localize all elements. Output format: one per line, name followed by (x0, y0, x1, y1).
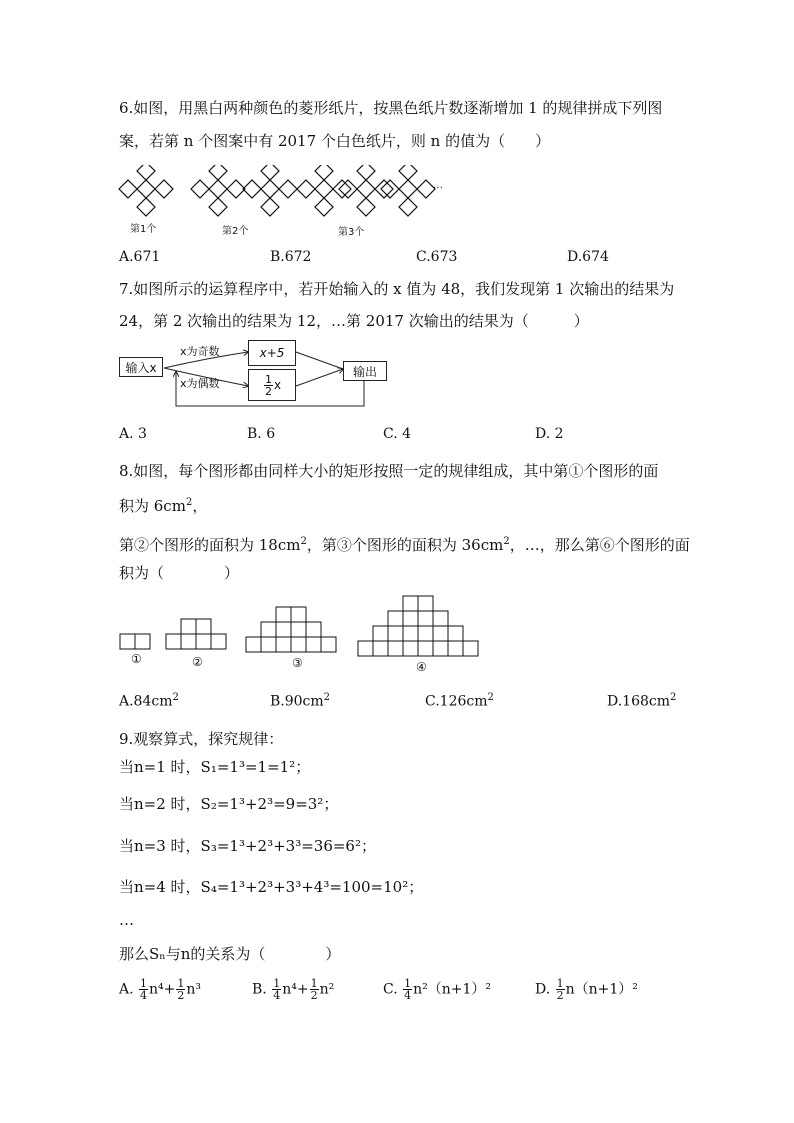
pattern3-rhombus-white (297, 180, 315, 198)
flow-output-box: 输出 (343, 361, 387, 381)
pattern-caption-1: 第1个 (130, 224, 157, 235)
q9-a-frac1 (139, 978, 148, 1001)
q9-dots: … (119, 911, 134, 929)
pattern3-rhombus-white (333, 180, 351, 198)
q9-option-d (535, 978, 638, 1001)
q9-b-expr1: n⁴+ (282, 981, 309, 998)
q9-case-3 (119, 836, 376, 856)
pattern3-rhombus-white (381, 180, 399, 198)
q9-b-expr2: n² (319, 981, 335, 998)
q6-option-b: B.672 (270, 249, 312, 265)
pyramid3-rect (306, 637, 321, 652)
flow-half-num: 1 (264, 372, 272, 386)
q8-option-b-label: B.90cm (270, 693, 324, 710)
pyramid3-rect (246, 637, 261, 652)
pyramid4-rect (403, 641, 418, 656)
pyramid4-rect (388, 641, 403, 656)
pattern3-rhombus-white (357, 165, 375, 180)
pyramid4-rect (403, 626, 418, 641)
pyramid4-rect (373, 626, 388, 641)
q6-line2: 案，若第 n 个图案中有 2017 个白色纸片，则 n 的值为（ ） (119, 132, 551, 150)
pyramid4-rect (388, 626, 403, 641)
q7-option-a: A. 3 (119, 426, 147, 442)
q8-option-c-sup: 2 (487, 692, 494, 703)
rhombus-pattern-figure (118, 165, 458, 225)
q7-line2: 24，第 2 次输出的结果为 12，…第 2017 次输出的结果为（ ） (119, 312, 589, 330)
q8-line3-sup1: 2 (300, 536, 307, 547)
q9-option-a-label: A. (119, 981, 134, 998)
pyramid2-rect (196, 619, 211, 634)
q9-case-2 (119, 794, 338, 814)
q8-line3-c: ，…，那么第⑥个图形的面 (509, 536, 690, 554)
flow-input-box: 输入x (119, 357, 163, 377)
pyramid-caption-4: ④ (416, 660, 427, 674)
flow-odd-label: x为奇数 (180, 345, 220, 358)
pyramid3-rect (276, 622, 291, 637)
pattern3-rhombus-white (399, 165, 417, 180)
q9-a-frac1-den: 4 (140, 989, 148, 1002)
pyramid3-rect (276, 637, 291, 652)
flow-even-var: x (273, 378, 282, 392)
q8-line3-a: 第②个图形的面积为 18cm (119, 536, 301, 554)
q8-option-d-sup: 2 (670, 692, 677, 703)
flow-even-operation-box (248, 369, 296, 401)
pyramid4-rect (358, 641, 373, 656)
pyramid2-rect (211, 634, 226, 649)
q8-option-d (607, 688, 676, 712)
q7-option-b: B. 6 (247, 426, 276, 442)
pyramid3-rect (291, 637, 306, 652)
flow-odd-operation: x+5 (259, 346, 285, 360)
q9-option-b (252, 978, 334, 1001)
q8-line2 (119, 493, 207, 516)
pattern-ellipsis: … (433, 180, 443, 191)
q8-line3 (119, 532, 690, 555)
pattern3-rhombus-white (399, 198, 417, 216)
q8-option-a (119, 688, 179, 712)
pyramid4-rect (418, 596, 433, 611)
q9-question: 那么Sₙ与n的关系为（ ） (119, 945, 341, 963)
pyramid-caption-1: ① (131, 652, 142, 666)
q9-case-4 (119, 877, 423, 897)
pattern-caption-3: 第3个 (338, 227, 365, 238)
pattern3-rhombus-white (357, 198, 375, 216)
pattern2-rhombus-white (209, 165, 227, 180)
pyramid4-rect (433, 641, 448, 656)
q7-line1: 7.如图所示的运算程序中，若开始输入的 x 值为 48，我们发现第 1 次输出的结果为 (119, 280, 675, 298)
pyramid4-rect (448, 626, 463, 641)
q8-line3-sup2: 2 (503, 536, 510, 547)
pattern1-rhombus-black (137, 180, 155, 198)
q9-case-3-pre: 当n=3 时， (119, 837, 201, 855)
q8-option-a-label: A.84cm (119, 693, 173, 710)
q9-b-frac2 (310, 978, 319, 1001)
pattern2-rhombus-white (209, 198, 227, 216)
q8-option-d-label: D.168cm (607, 693, 671, 710)
q8-option-b-sup: 2 (323, 692, 331, 703)
pattern1-rhombus-white (137, 165, 155, 180)
q9-a-expr2: n³ (186, 981, 202, 998)
pyramid3-rect (306, 622, 321, 637)
pattern3-rhombus-white (375, 180, 393, 198)
q9-case-4-pre: 当n=4 时， (119, 878, 201, 896)
q9-option-c-label: C. (383, 981, 398, 998)
q8-option-b (270, 688, 330, 712)
q9-b-frac2-num: 1 (310, 977, 318, 990)
q9-option-b-label: B. (252, 981, 267, 998)
pyramid-caption-3: ③ (292, 656, 303, 670)
q9-b-frac1 (272, 978, 281, 1001)
q8-line4: 积为（ ） (119, 564, 240, 582)
q9-case-2-expr: S₂=1³+2³=9=3²； (200, 795, 339, 813)
q7-option-c: C. 4 (383, 426, 412, 442)
pyramid-caption-2: ② (192, 655, 203, 669)
q9-d-expr: n（n+1）² (565, 981, 638, 998)
q9-a-frac2-den: 2 (177, 989, 185, 1002)
pattern1-rhombus-white (137, 198, 155, 216)
q6-line1: 6.如图，用黑白两种颜色的菱形纸片，按黑色纸片数逐渐增加 1 的规律拼成下列图 (119, 99, 663, 117)
q9-c-expr: n²（n+1）² (413, 981, 492, 998)
q8-line1: 8.如图，每个图形都由同样大小的矩形按照一定的规律组成，其中第①个图形的面 (119, 462, 659, 480)
q9-c-frac-den: 4 (404, 989, 412, 1002)
q9-case-3-expr: S₃=1³+2³+3³=36=6²； (200, 837, 376, 855)
q7-option-d: D. 2 (535, 426, 564, 442)
pyramid4-rect (433, 626, 448, 641)
pyramid3-rect (261, 622, 276, 637)
flow-half-den: 2 (264, 384, 272, 398)
pattern1-rhombus-white (155, 180, 173, 198)
flow-odd-operation-box (248, 340, 296, 366)
q9-option-d-label: D. (535, 981, 551, 998)
pyramid1-rect (120, 634, 135, 649)
q9-option-c (383, 978, 491, 1001)
pyramid3-rect (261, 637, 276, 652)
q9-case-1-pre: 当n=1 时， (119, 758, 201, 776)
pattern2-rhombus-white (261, 165, 279, 180)
q6-option-c: C.673 (416, 249, 458, 265)
q9-case-1 (119, 757, 310, 777)
q8-line3-b: ，第③个图形的面积为 36cm (306, 536, 504, 554)
pyramid1-rect (135, 634, 150, 649)
pattern3-rhombus-white (315, 198, 333, 216)
pyramid4-rect (403, 596, 418, 611)
pyramid2-rect (181, 619, 196, 634)
pyramid4-rect (373, 641, 388, 656)
q8-option-a-sup: 2 (172, 692, 179, 703)
q9-case-4-expr: S₄=1³+2³+3³+4³=100=10²； (200, 878, 424, 896)
q8-line2-text: 积为 6cm (119, 497, 186, 515)
q9-a-frac2-num: 1 (177, 977, 185, 990)
q6-option-a: A.671 (119, 249, 161, 265)
q9-b-frac1-den: 4 (273, 989, 281, 1002)
pyramid2-rect (196, 634, 211, 649)
pyramid3-rect (276, 607, 291, 622)
pattern2-rhombus-white (191, 180, 209, 198)
pattern1-rhombus-white (119, 180, 137, 198)
flow-even-label: x为偶数 (180, 377, 220, 390)
q8-option-c-label: C.126cm (425, 693, 488, 710)
q8-line2-post: ， (192, 497, 208, 515)
pattern-caption-2: 第2个 (222, 226, 249, 237)
q9-c-frac (403, 978, 412, 1001)
pattern3-rhombus-white (315, 165, 333, 180)
q9-a-frac1-num: 1 (140, 977, 148, 990)
pyramid4-rect (448, 641, 463, 656)
q9-c-frac-num: 1 (404, 977, 412, 990)
pattern2-rhombus-white (261, 198, 279, 216)
pattern2-rhombus-black (209, 180, 227, 198)
pyramid4-rect (433, 611, 448, 626)
pattern3-rhombus-black (357, 180, 375, 198)
pattern3-rhombus-black (315, 180, 333, 198)
q9-a-frac2 (176, 978, 185, 1001)
q8-option-c (425, 688, 494, 712)
pattern2-rhombus-white (279, 180, 297, 198)
q9-option-a (119, 978, 201, 1001)
pyramid4-rect (418, 626, 433, 641)
q9-case-2-pre: 当n=2 时， (119, 795, 201, 813)
q6-option-d: D.674 (567, 249, 609, 265)
q9-d-frac-num: 1 (556, 977, 564, 990)
flow-half-fraction (264, 374, 273, 397)
pyramid4-rect (403, 611, 418, 626)
rectangle-pyramids-figure (118, 592, 488, 672)
q9-b-frac2-den: 2 (310, 989, 318, 1002)
pattern2-rhombus-black (261, 180, 279, 198)
pyramid2-rect (166, 634, 181, 649)
q9-d-frac-den: 2 (556, 989, 564, 1002)
q9-b-frac1-num: 1 (273, 977, 281, 990)
pyramid4-rect (418, 611, 433, 626)
pyramid2-rect (181, 634, 196, 649)
pattern3-rhombus-white (339, 180, 357, 198)
pyramid4-rect (418, 641, 433, 656)
q9-case-1-expr: S₁=1³=1=1²； (200, 758, 311, 776)
q9-line1: 9.观察算式，探究规律： (119, 730, 284, 748)
pyramid4-rect (463, 641, 478, 656)
pyramid3-rect (291, 622, 306, 637)
pyramid4-rect (388, 611, 403, 626)
pattern3-rhombus-black (399, 180, 417, 198)
q9-d-frac (556, 978, 565, 1001)
pyramid3-rect (291, 607, 306, 622)
q8-line2-sup: 2 (185, 497, 193, 508)
q9-a-expr1: n⁴+ (149, 981, 176, 998)
pyramid3-rect (321, 637, 336, 652)
